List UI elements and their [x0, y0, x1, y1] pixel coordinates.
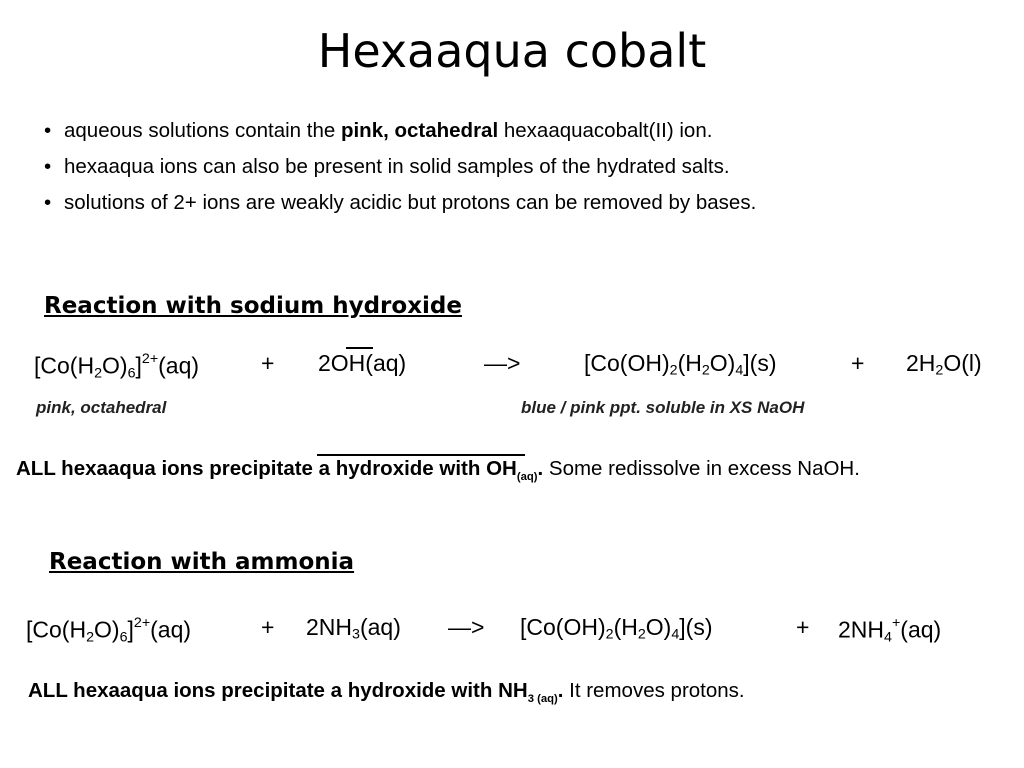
nh3-product-precipitate: $[Co(OH)_2(H_2O)_4](s)$ [520, 614, 713, 643]
nh3-arrow: —> [448, 614, 485, 640]
nh3-product-ammonium: $2NH_4^+(aq)$ [838, 615, 942, 646]
bullet-item: • solutions of 2+ ions are weakly acidic but protons can be removed by bases. [44, 185, 756, 221]
bullet-item: • aqueous solutions contain the pink, octahedral hexaaquacobalt(II) ion. [44, 113, 756, 149]
bullet-emphasis: pink, octahedral [340, 119, 499, 142]
nh3-plus-2: + [796, 614, 810, 640]
nh3-reactant-cobalt: $[Co(H_2O)_6]^{2+}(aq)$ [26, 615, 192, 646]
naoh-equation [34, 352, 1014, 384]
bullet-list [44, 113, 756, 221]
naoh-note-reactant: pink, octahedral [36, 398, 167, 417]
naoh-arrow: —> [484, 350, 521, 376]
page-title: Hexaaqua cobalt [317, 24, 707, 78]
naoh-product-precipitate: $[Co(OH)_2(H_2O)_4](s)$ [584, 350, 777, 379]
naoh-reactant-cobalt: $[Co(H_2O)_6]^{2+}(aq)$ [34, 351, 200, 382]
naoh-plus-2: + [851, 350, 865, 376]
nh3-reactant-ammonia: $2NH_3(aq)$ [306, 614, 401, 643]
bullet-item: • hexaaqua ions can also be present in solid samples of the hydrated salts. [44, 149, 756, 185]
naoh-plus-1: + [261, 350, 275, 376]
nh3-plus-1: + [261, 614, 275, 640]
naoh-reactant-hydroxide: 2OH(aq) [318, 350, 407, 376]
naoh-note-product: blue / pink ppt. soluble in XS NaOH [521, 398, 805, 417]
nh3-equation [26, 616, 1006, 648]
naoh-statement: ALL hexaaqua ions precipitate a hydroxide with $OH_{(aq)}$. Some redissolve in excess NaOH. [16, 457, 860, 484]
nh3-heading: Reaction with ammonia [49, 549, 355, 575]
nh3-statement: ALL hexaaqua ions precipitate a hydroxide with $NH_3$ $_{(aq)}$. It removes protons. [28, 679, 745, 706]
naoh-product-water: $2H_2O(l)$ [906, 350, 982, 379]
naoh-heading: Reaction with sodium hydroxide [44, 293, 462, 319]
